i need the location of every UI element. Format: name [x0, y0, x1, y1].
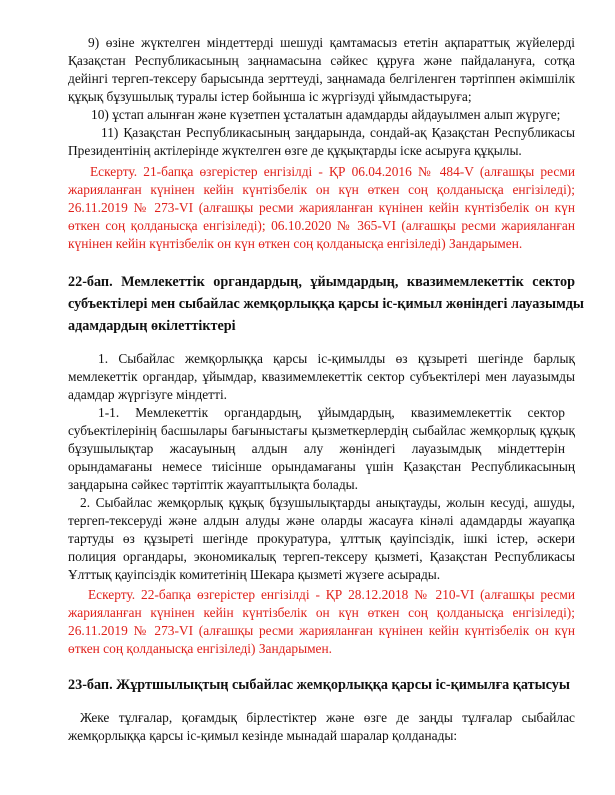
article-23-p1-line-1: Жеке тұлғалар, қоғамдық бірлестіктер және өзге де заңды тұлғалар сыбайлас — [80, 710, 575, 725]
article-22-p1-1-line-4: орындамағаны немесе тиісінше орындамағаны үшін Қазақстан Республикасының — [68, 459, 575, 474]
note-22-line-2[interactable]: жарияланған күнінен кейін күнтізбелік он күн өткен соң қолданысқа енгізіледі); — [68, 605, 575, 620]
article-22-heading-line-1: 22-бап. Мемлекеттік органдардың, ұйымдардың, квазимемлекеттік сектор — [68, 274, 575, 290]
item-11-line-1: 11) Қазақстан Республикасының заңдарында, сондай-ақ Қазақстан Республикасы — [101, 125, 575, 140]
article-22-heading-line-2: субъектілері мен сыбайлас жемқорлыққа қарсы іс-қимыл жөніндегі лауазымды — [68, 296, 584, 312]
article-22-p2-line-4: полиция органдары, экономикалық тергеп-тексеру қызметі, Қазақстан Республикасы — [68, 549, 575, 564]
note-21-line-2[interactable]: жарияланған күнінен кейін күнтізбелік он күн өткен соң қолданысқа енгізіледі); — [68, 182, 575, 197]
note-21-line-4[interactable]: өткен соң қолданысқа енгізіледі); 06.10.2020 № 365-VI (алғашқы ресми жарияланған — [68, 218, 575, 233]
note-21-line-5[interactable]: күнінен кейін күнтізбелік он күн өткен соң қолданысқа енгізіледі) Зандарымен. — [68, 236, 523, 251]
item-11-line-2: Президентінің актілерінде жүктелген өзге де құқықтарды іске асыруға құқылы. — [68, 143, 522, 158]
note-21-line-1[interactable]: Ескерту. 21-бапқа өзгерістер енгізілді - ҚР 06.04.2016 № 484-V (алғашқы ресми — [90, 164, 575, 179]
article-22-p1-1-line-5: заңдарына сәйкес тәртіптік жауаптылықта болады. — [68, 477, 358, 492]
item-10: 10) ұстап алынған және күзетпен ұсталатын адамдарды айдауылмен алып жүруге; — [91, 107, 561, 122]
article-22-p2-line-1: 2. Сыбайлас жемқорлық құқық бұзушылықтарды анықтауды, жолын кесуді, ашуды, — [80, 495, 575, 510]
item-9-line-3: дейінгі тергеп-тексеру барысында зерттеуді, заңнамада белгіленген тәртіппен әкімшілік — [68, 71, 575, 86]
item-9-line-4: құқық бұзушылық туралы істер бойынша іс жүргізуді ұйымдастыруға; — [68, 89, 472, 104]
article-22-p1-1-line-2: субъектілерінің басшылары бағыныстағы қызметкерлердің сыбайлас жемқорлық құқық — [68, 423, 575, 438]
item-9-line-1: 9) өзіне жүктелген міндеттерді шешуді қамтамасыз ететін ақпараттық жүйелерді — [88, 35, 575, 50]
article-22-p1-line-1: 1. Сыбайлас жемқорлыққа қарсы іс-қимылды өз құзыреті шегінде барлық — [98, 351, 575, 366]
article-22-p1-line-2: мемлекеттік органдар, ұйымдар, квазимемлекеттік сектор субъектілері мен лауазымды — [68, 369, 575, 384]
article-23-heading: 23-бап. Жұртшылықтың сыбайлас жемқорлыққа қарсы іс-қимылға қатысуы — [68, 677, 570, 693]
article-22-p2-line-2: тергеп-тексеруді және алдын алуды және оларды жасауға кінәлі адамдарды жауапқа — [68, 513, 575, 528]
item-9-line-2: Қазақстан Республикасының заңнамасына сәйкес құруға және пайдалануға, сотқа — [68, 53, 575, 68]
article-22-heading-line-3: адамдардың өкілеттіктері — [68, 318, 236, 334]
article-22-p2-line-5: Ұлттық қауіпсіздік комитетінің Шекара қызметі жүзеге асырады. — [68, 567, 441, 582]
note-22-line-1[interactable]: Ескерту. 22-бапқа өзгерістер енгізілді - ҚР 28.12.2018 № 210-VI (алғашқы ресми — [88, 587, 575, 602]
article-23-p1-line-2: жемқорлыққа қарсы іс-қимыл кезінде мынадай шаралар қолданады: — [68, 728, 458, 743]
article-22-p2-line-3: тартуды өз құзыреті шегінде прокуратура, ұлттық қауіпсіздік, ішкі істер, әскери — [68, 531, 575, 546]
note-21-line-3[interactable]: 26.11.2019 № 273-VI (алғашқы ресми жарияланған күнінен кейін күнтізбелік он күн — [68, 200, 575, 215]
article-22-p1-1-line-1: 1-1. Мемлекеттік органдардың, ұйымдардың, квазимемлекеттік сектор — [98, 405, 565, 420]
article-22-p1-line-3: адамдар жүргізуге міндетті. — [68, 387, 228, 402]
article-22-p1-1-line-3: бұзушылықтар жасауының алдын алу жөніндегі лауазымдық міндеттерін — [68, 441, 565, 456]
note-22-line-3[interactable]: 26.11.2019 № 273-VI (алғашқы ресми жарияланған күнінен кейін күнтізбелік он күн — [68, 623, 575, 638]
note-22-line-4[interactable]: өткен соң қолданысқа енгізіледі) Зандарымен. — [68, 641, 333, 656]
